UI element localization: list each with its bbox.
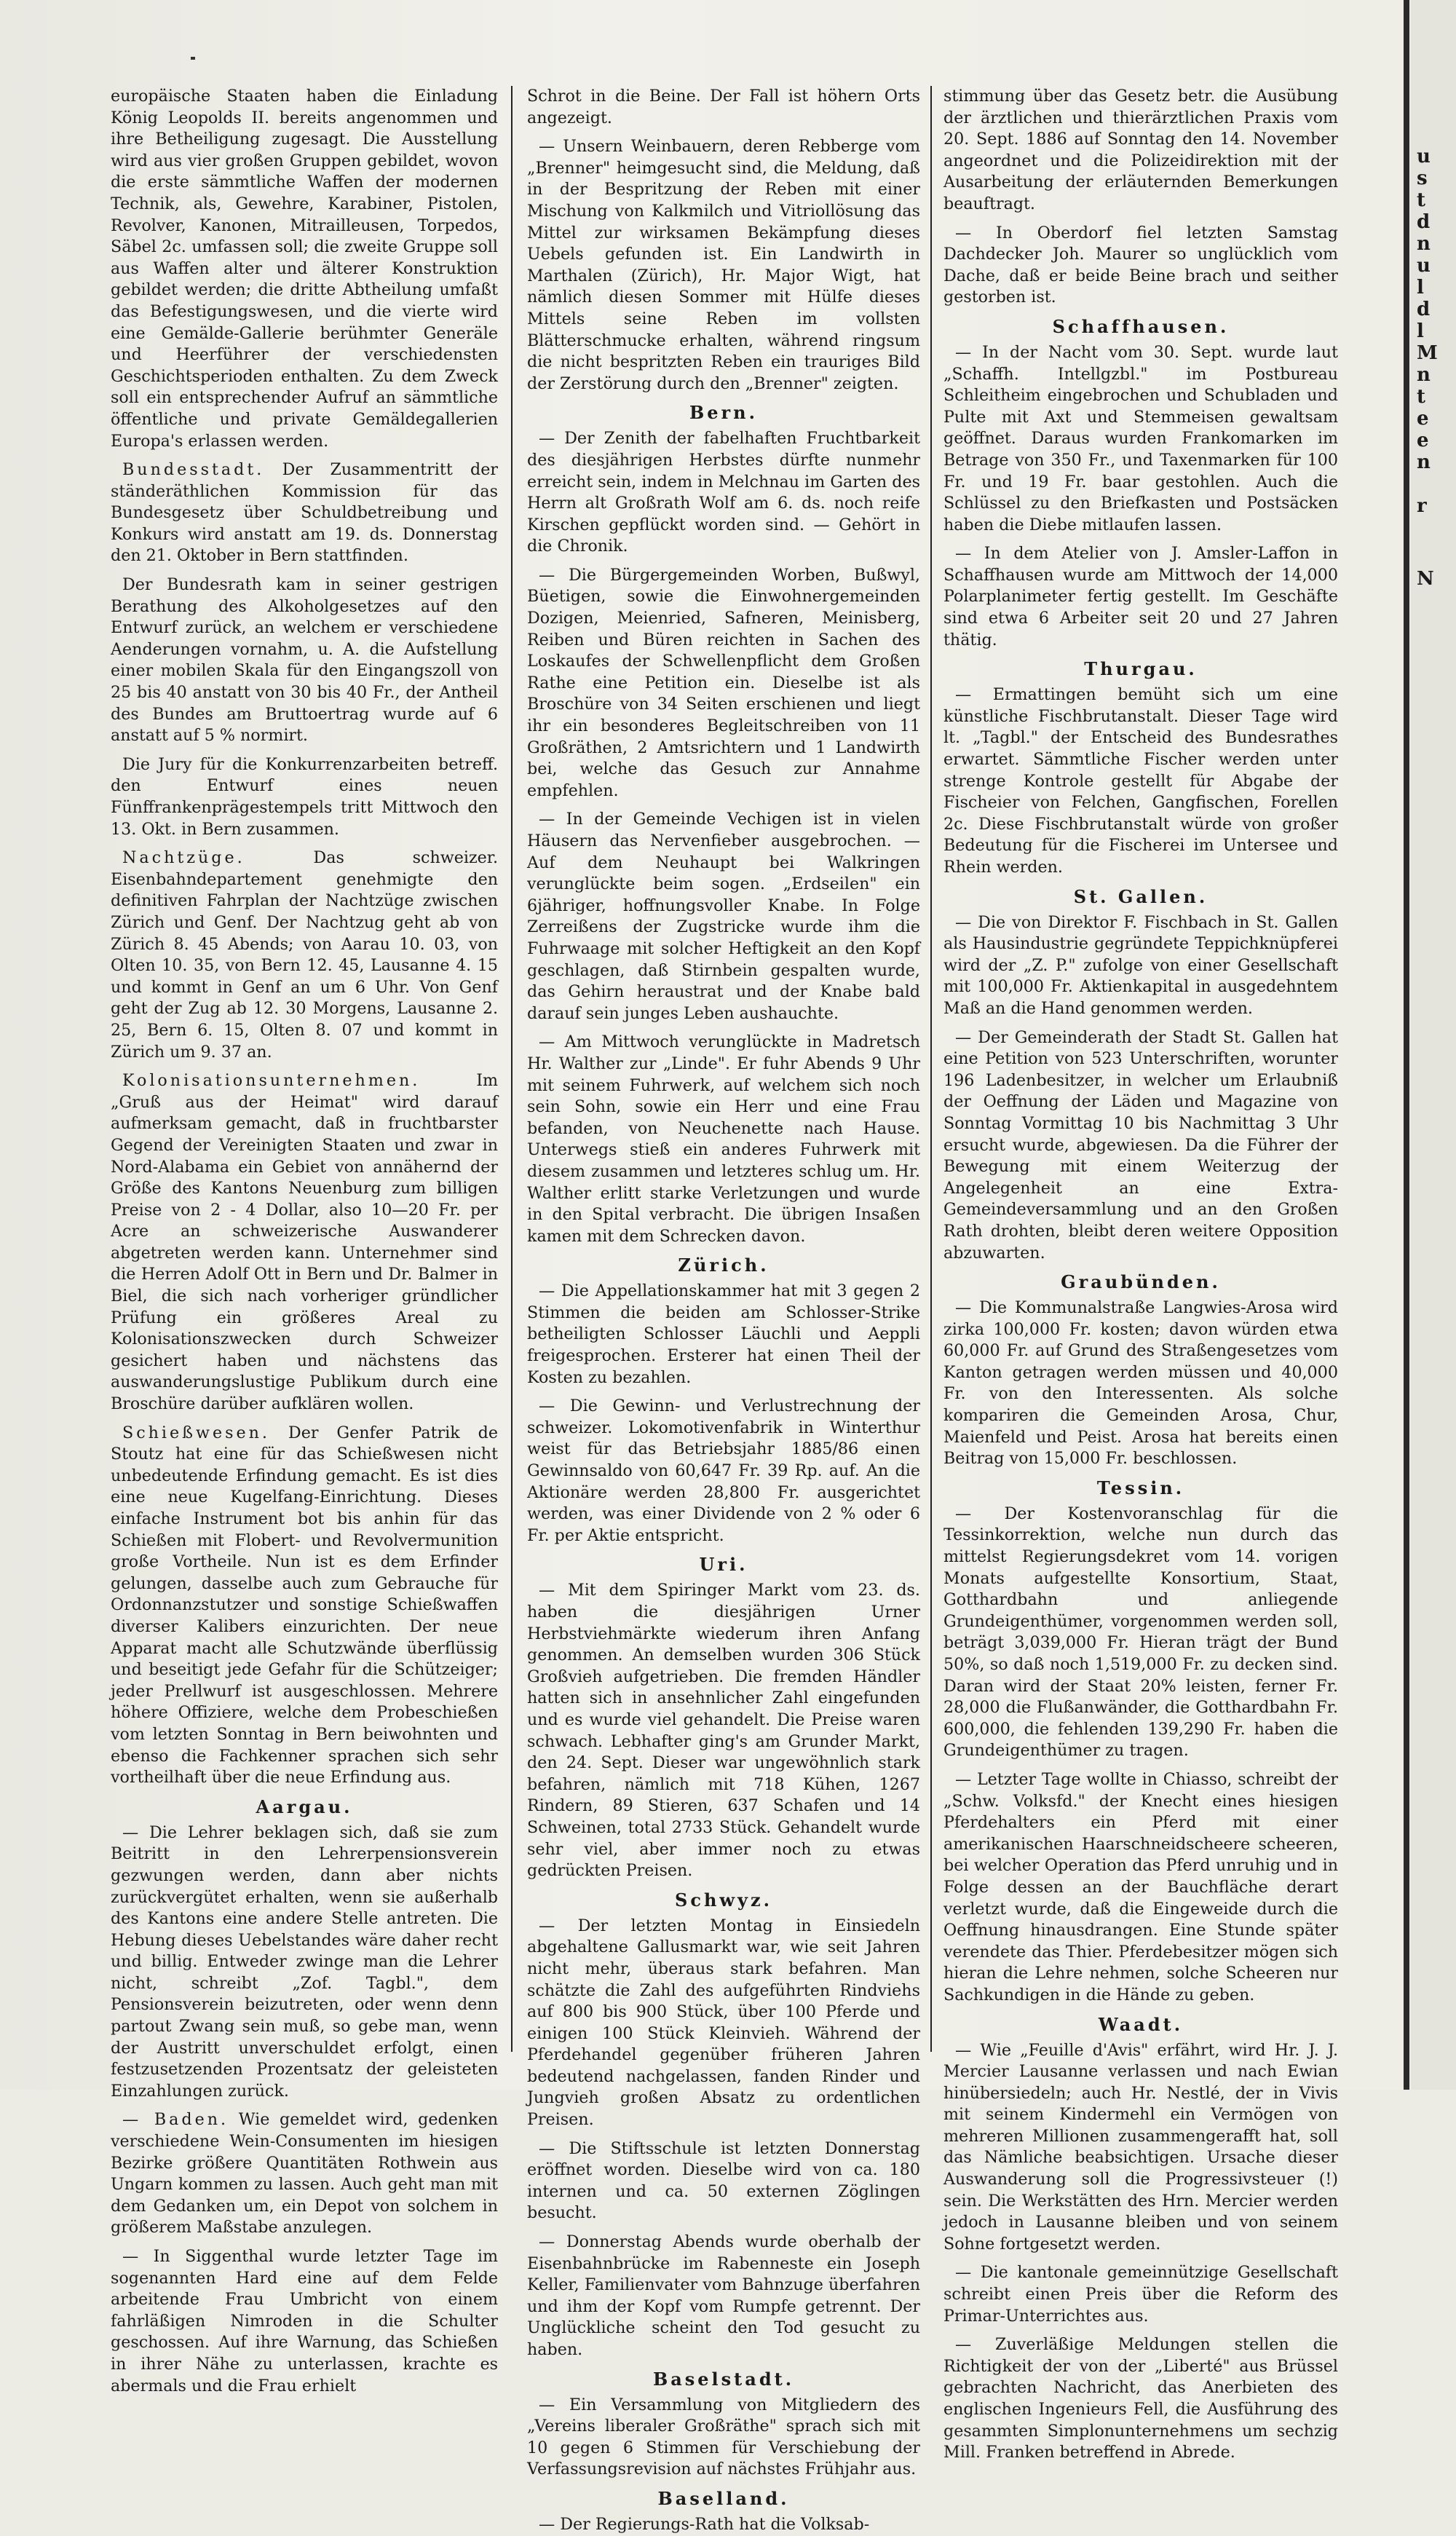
next-page-fragment: t bbox=[1417, 386, 1426, 408]
next-page-fragment: e bbox=[1417, 430, 1429, 451]
article-text: Der Zusammentritt der ständeräthlichen Kommission für das Bundesgesetz über Schuldbetreibung und Konkurs wird anstatt am 19. ds. Donnerstag den 21. Oktober in Bern stattfinden. bbox=[111, 460, 498, 566]
section-heading: Uri. bbox=[699, 1554, 748, 1576]
next-page-fragment: M bbox=[1417, 342, 1438, 364]
column-2 bbox=[527, 86, 920, 2534]
article-paragraph bbox=[527, 1281, 920, 1389]
next-page-edge bbox=[1411, 0, 1456, 2090]
article-text: — Die kantonale gemeinnützige Gesellschaft schreibt einen Preis über die Reform des Primar-Unterrichtes aus. bbox=[943, 2263, 1338, 2326]
article-text: — Am Mittwoch verunglückte in Madretsch Hr. Walther zur „Linde". Er fuhr Abends 9 Uhr mit seinem Fuhrwerk, auf welchem sich noch sein Sohn, sowie ein Herr und eine Frau befanden, von Neuchenette nach Hause. Unterwegs stieß ein anderes Fuhrwerk mit diesem zusammen und letzteres schlug um. Hr. Walther erlitt starke Verletzungen und wurde in den Spital verbracht. Die übrigen Insaßen kamen mit dem Schrecken davon. bbox=[527, 1032, 920, 1246]
article-paragraph bbox=[943, 1504, 1338, 1762]
article-text: — Der Kostenvoranschlag für die Tessinkorrektion, welche nun durch das mittelst Regierungsdekret vom 14. vorigen Monats aufgestellte Konsortium, Staat, Gotthardbahn und anliegende Grundeigenthümer, vorgenommen werden soll, beträgt 3,039,000 Fr. Hieran trägt der Bund 50%, so daß noch 1,519,000 Fr. zu decken sind. Daran wird der Staat 20% leisten, ferner Fr. 28,000 die Flußanwänder, die Gotthardbahn Fr. 600,000, die fehlenden 139,290 Fr. haben die Grundeigenthümer zu tragen. bbox=[943, 1504, 1338, 1761]
section-heading: Aargau. bbox=[256, 1796, 353, 1817]
next-page-fragment: e bbox=[1417, 408, 1429, 430]
article-paragraph bbox=[943, 1769, 1338, 2007]
column-rule-1 bbox=[511, 86, 513, 2052]
article-text: — Die Gewinn- und Verlustrechnung der schweizer. Lokomotivenfabrik in Winterthur weist für das Betriebsjahr 1885/86 einen Gewinnsaldo von 60,647 Fr. 39 Rp. auf. An die Aktionäre werden 28,800 Fr. ausgerichtet werden, was einer Dividende von 2 % oder 6 Fr. per Aktie entspricht. bbox=[527, 1397, 920, 1545]
article-paragraph bbox=[111, 1070, 498, 1415]
article-text: europäische Staaten haben die Einladung König Leopolds II. bereits angenommen und ihre Betheiligung zugesagt. Die Ausstellung wird aus vier großen Gruppen gebildet, wovon die erste sämmtliche Waffen der modernen Technik, als, Gewehre, Karabiner, Pistolen, Revolver, Kanonen, Mitrailleusen, Torpedos, Säbel 2c. umfassen soll; die zweite Gruppe soll aus Waffen alter und älterer Konstruktion gebildet werden; die dritte Abtheilung umfaßt das Befestigungswesen, und die vierte wird eine Gemälde-Gallerie berühmter Generäle und Heerführer der verschiedensten Geschichtsperioden enthalten. Zu dem Zweck soll ein entsprechender Aufruf an sämmtliche öffentliche und private Gemäldegallerien Europa's erlassen werden. bbox=[111, 87, 498, 451]
ink-mark bbox=[191, 57, 195, 60]
section-heading: Schaffhausen. bbox=[1052, 315, 1230, 337]
article-text: — Der letzten Montag in Einsiedeln abgehaltene Gallusmarkt war, wie seit Jahren nicht mehr, überaus stark befahren. Man schätzte die Zahl des aufgeführten Rindviehs auf 800 bis 900 Stück, über 100 Pferde und einigen 100 Stück Kleinvieh. Während der Pferdehandel gegenüber früheren Jahren bedeutend nachgelassen, fanden Rinder und Jungvieh großen Absatz zu ordentlichen Preisen. bbox=[527, 1916, 920, 2130]
column-1 bbox=[111, 86, 498, 2395]
article-paragraph bbox=[943, 2040, 1338, 2256]
article-paragraph bbox=[943, 223, 1338, 309]
article-text: — In der Nacht vom 30. Sept. wurde laut „Schaffh. Intellgzbl." im Postbureau Schleitheim eingebrochen und Schubladen und Pulte mit Axt und Stemmeisen gewaltsam geöffnet. Daraus wurden Frankomarken im Betrage von 350 Fr., und Taxenmarken für 100 Fr. und 19 Fr. baar gestohlen. Auch die Schlüssel zu den Briefkasten und Postsäcken haben die Diebe mitlaufen lassen. bbox=[943, 342, 1338, 534]
article-paragraph bbox=[527, 86, 920, 129]
article-paragraph bbox=[527, 2232, 920, 2361]
next-page-fragment: t bbox=[1417, 189, 1426, 211]
next-page-fragment: n bbox=[1417, 364, 1431, 386]
next-page-fragment: n bbox=[1417, 451, 1431, 473]
section-heading: Graubünden. bbox=[1061, 1271, 1221, 1293]
article-text: — Wie „Feuille d'Avis" erfährt, wird Hr. J. J. Mercier Lausanne verlassen und nach Ewian hinübersiedeln; auch Hr. Nestlé, der in Vivis mit seinem Kindermehl ein Vermögen von mehreren Millionen zusammengerafft hat, soll das Nämliche beabsichtigen. Ursache dieser Auswanderung soll die Progressivsteuer (!) sein. Die Werkstätten des Hrn. Mercier werden jedoch in Lausanne bleiben und von seinem Sohne fortgesetzt werden. bbox=[943, 2040, 1338, 2253]
next-page-fragment: n bbox=[1417, 233, 1431, 255]
article-text: Der Bundesrath kam in seiner gestrigen Berathung des Alkoholgesetzes auf den Entwurf zurück, an welchem er verschiedene Aenderungen vornahm, u. A. die Aufstellung einer mobilen Skala für den Eingangszoll von 25 bis 40 anstatt von 30 bis 40 Fr., der Antheil des Bundes am Bruttoertrag wurde auf 6 anstatt auf 5 % normirt. bbox=[111, 575, 498, 746]
article-text: — Der Gemeinderath der Stadt St. Gallen hat eine Petition von 523 Unterschriften, worunter 196 Ladenbesitzer, in welcher um Erlaubniß der Oeffnung der Läden und Magazine von Sonntag Vormittag 10 bis Nachmittag 3 Uhr ersucht wurde, abgewiesen. Da die Führer der Bewegung mit einem Weiterzug der Angelegenheit an eine Extra-Gemeindeversammlung und an den Großen Rath drohten, bleibt deren weitere Opposition abzuwarten. bbox=[943, 1027, 1338, 1263]
article-lead: Nachtzüge. bbox=[122, 848, 245, 868]
article-paragraph bbox=[527, 1032, 920, 1247]
column-rule-2 bbox=[930, 86, 932, 2052]
section-heading: Bern. bbox=[689, 402, 758, 424]
article-paragraph bbox=[111, 2246, 498, 2397]
article-lead: Schießwesen. bbox=[122, 1423, 270, 1442]
next-page-fragment: u bbox=[1417, 255, 1431, 277]
article-text: Das schweizer. Eisenbahndepartement genehmigte den definitiven Fahrplan der Nachtzüge zwischen Zürich und Genf. Der Nachtzug geht ab von Zürich 8. 45 Abends; von Aarau 10. 03, von Olten 10. 35, von Bern 12. 45, Lausanne 4. 15 und kommt in Genf an um 6 Uhr. Von Genf geht der Zug ab 12. 30 Morgens, Lausanne 2. 25, Bern 6. 15, Olten 8. 07 und kommt in Zürich um 9. 37 an. bbox=[111, 848, 498, 1062]
next-page-fragment: s bbox=[1417, 167, 1428, 189]
article-text: Im „Gruß aus der Heimat" wird darauf aufmerksam gemacht, daß in fruchtbarster Gegend der Vereinigten Staaten und zwar in Nord-Alabama ein Gebiet von annähernd der Größe des Kantons Neuenburg zum billigen Preise von 2 - 4 Dollar, also 10—20 Fr. per Acre an schweizerische Auswanderer abgetreten werden kann. Unternehmer sind die Herren Adolf Ott in Bern und Dr. Balmer in Biel, die sich nach vorheriger gründlicher Prüfung ein größeres Areal zu Kolonisationszwecken durch Schweizer gesichert haben und nächstens das auswanderungslustige Publikum durch eine Broschüre darüber aufklären wollen. bbox=[111, 1071, 498, 1414]
article-text: — In Oberdorf fiel letzten Samstag Dachdecker Joh. Maurer so unglücklich vom Dache, daß er beide Beine brach und seither gestorben ist. bbox=[943, 223, 1338, 307]
section-heading: Tessin. bbox=[1096, 1477, 1185, 1498]
article-paragraph bbox=[527, 1396, 920, 1547]
article-text: — Die Lehrer beklagen sich, daß sie zum Beitritt in den Lehrerpensionsverein gezwungen werden, dann aber nichts zurückvergütet erhalten, wenn sie außerhalb des Kantons eine andere Stelle antreten. Die Hebung dieses Uebelstandes wäre daher recht und billig. Entweder zwinge man die Lehrer nicht, schreibt „Zof. Tagbl.", dem Pensionsverein beizutreten, oder wenn denn partout Zwang sein muß, so gebe man, wenn der Austritt unverschuldet erfolgt, einen festzusetzenden Prozentsatz der geleisteten Einzahlungen zurück. bbox=[111, 1822, 498, 2101]
article-lead: Kolonisationsunternehmen. bbox=[122, 1071, 421, 1091]
article-text: — Die Stiftsschule ist letzten Donnerstag eröffnet worden. Dieselbe wird von ca. 180 internen und ca. 50 externen Zöglingen besucht. bbox=[527, 2138, 920, 2223]
article-paragraph bbox=[111, 1423, 498, 1789]
article-paragraph bbox=[111, 848, 498, 1063]
article-paragraph bbox=[943, 2334, 1338, 2464]
article-text: — Die Bürgergemeinden Worben, Bußwyl, Büetigen, sowie die Einwohnergemeinden Dozigen, Meienried, Safneren, Meinisberg, Reiben und Büren reichten in Sachen des Loskaufes der Schwellenpflicht dem Großen Rathe eine Petition ein. Dieselbe ist als Broschüre von 34 Seiten erschienen und liegt ihr ein besonderes Begleitschreiben von 11 Großräthen, 2 Amtsrichtern und 1 Landwirth bei, welche das Gesuch zur Annahme empfehlen. bbox=[527, 565, 920, 800]
article-paragraph bbox=[943, 86, 1338, 216]
article-paragraph bbox=[527, 2138, 920, 2224]
next-page-fragment: l bbox=[1417, 320, 1424, 342]
article-text: — Ermattingen bemüht sich um eine künstliche Fischbrutanstalt. Dieser Tage wird lt. „Tagbl." der Entscheid des Bundesrathes erwartet. Sämmtliche Fischer werden unter strenge Kontrole gestellt für Abgabe der Fischeier von Felchen, Gangfischen, Forellen 2c. Diese Fischbrutanstalt würde von großer Bedeutung für die Fischerei im Untersee und Rhein werden. bbox=[943, 685, 1338, 877]
article-paragraph bbox=[527, 565, 920, 802]
article-paragraph bbox=[111, 2109, 498, 2239]
article-paragraph bbox=[527, 809, 920, 1024]
article-text: Der Genfer Patrik de Stoutz hat eine für das Schießwesen nicht unbedeutende Erfindung gemacht. Es ist dies eine neue Kugelfang-Einrichtung. Dieses einfache Instrument bot bis anhin für das Schießen mit Flobert- und Revolvermunition große Vortheile. Nun ist es dem Erfinder gelungen, dasselbe auch zum Gebrauche für Ordonnanzstutzer und sonstige Schießwaffen diverser Kalibers einzurichten. Der neue Apparat macht alle Schutzwände überflüssig und beseitigt jede Gefahr für die Schützeiger; jeder Prellwurf ist ausgeschlossen. Mehrere höhere Offiziere, welche dem Probeschießen vom letzten Sonntag in Bern beiwohnten und ebenso die Fachkenner sprachen sich sehr vortheilhaft über die neue Erfindung aus. bbox=[111, 1423, 498, 1788]
section-heading: Schwyz. bbox=[675, 1889, 772, 1911]
article-text: — Donnerstag Abends wurde oberhalb der Eisenbahnbrücke im Rabenneste ein Joseph Keller, Familienvater vom Bahnzuge überfahren und ihm der Kopf vom Rumpfe getrennt. Der Unglückliche scheint den Tod gesucht zu haben. bbox=[527, 2232, 920, 2359]
next-page-fragment: N bbox=[1417, 568, 1434, 590]
article-paragraph bbox=[111, 574, 498, 747]
section-heading: Baselland. bbox=[657, 2487, 790, 2509]
article-text: stimmung über das Gesetz betr. die Ausübung der ärztlichen und thierärztlichen Praxis vom 20. Sept. 1886 auf Sonntag den 14. November angeordnet und die Polizeidirektion mit der Ausarbeitung der erläuternden Bemerkungen beauftragt. bbox=[943, 87, 1338, 213]
article-lead: Bundesstadt. bbox=[122, 460, 265, 480]
article-paragraph bbox=[943, 2262, 1338, 2327]
article-paragraph bbox=[943, 543, 1338, 651]
article-text: — In der Gemeinde Vechigen ist in vielen Häusern das Nervenfieber ausgebrochen. — Auf dem Neuhaupt bei Walkringen verunglückte beim sogen. „Erdseilen" ein 6jähriger, hoffnungsvoller Knabe. In Folge Zerreißens der Zugstricke wurde ihm die Fuhrwaage mit solcher Heftigkeit an den Kopf geschlagen, daß Stirnbein gespalten wurde, das Gehirn heraustrat und der Knabe bald darauf sein junges Leben aushauchte. bbox=[527, 810, 920, 1023]
section-heading: Zürich. bbox=[678, 1255, 769, 1276]
article-text: — In Siggenthal wurde letzter Tage im sogenannten Hard eine auf dem Felde arbeitende Frau Umbricht von einem fahrläßigen Nimroden in die Schulter geschossen. Auf ihre Warnung, das Schießen in ihrer Nähe zu unterlassen, krachte es abermals und die Frau erhielt bbox=[111, 2247, 498, 2395]
article-paragraph bbox=[527, 1916, 920, 2131]
section-heading: Thurgau. bbox=[1084, 658, 1198, 680]
article-text: — Die Appellationskammer hat mit 3 gegen 2 Stimmen die beiden am Schlosser-Strike betheiligten Schlosser Läuchli und Aeppli freigesprochen. Ersterer hat einen Theil der Kosten zu bezahlen. bbox=[527, 1281, 920, 1387]
article-paragraph bbox=[111, 459, 498, 567]
page-gutter bbox=[1404, 0, 1409, 2090]
article-text: — Unsern Weinbauern, deren Rebberge vom „Brenner" heimgesucht sind, die Meldung, daß in der Bespritzung der Reben mit einer Mischung von Kalkmilch und Vitriollösung das Mittel zur wirksamen Bekämpfung dieses Uebels gefunden ist. Ein Landwirth in Marthalen (Zürich), Hr. Major Wigt, hat nämlich diesen Sommer mit Hülfe dieses Mittels seine Reben im vollsten Blätterschmucke erhalten, während ringsum die nicht bespritzten Reben ein trauriges Bild der Zerstörung durch den „Brenner" zeigten. bbox=[527, 137, 920, 393]
article-paragraph bbox=[943, 1297, 1338, 1470]
article-paragraph bbox=[943, 1027, 1338, 1265]
section-heading: St. Gallen. bbox=[1073, 885, 1208, 907]
article-paragraph bbox=[943, 684, 1338, 878]
article-text: — Die Kommunalstraße Langwies-Arosa wird zirka 100,000 Fr. kosten; davon würden etwa 60,000 Fr. auf Grund des Straßengesetzes vom Kanton getragen werden müssen und 40,000 Fr. von den Interessenten. Als solche kompariren die Gemeinden Arosa, Chur, Maienfeld und Peist. Arosa hat bereits einen Beitrag von 15,000 Fr. beschlossen. bbox=[943, 1298, 1338, 1469]
article-text: Die Jury für die Konkurrenzarbeiten betreff. den Entwurf eines neuen Fünffrankenprägestempels tritt Mittwoch den 13. Okt. in Bern zusammen. bbox=[111, 754, 498, 839]
article-text: — Der Zenith der fabelhaften Fruchtbarkeit des diesjährigen Herbstes dürfte nunmehr erreicht sein, indem in Melchnau im Garten des Herrn alt Großrath Wolf am 6. ds. noch reife Kirschen gepflückt worden sind. — Gehört in die Chronik. bbox=[527, 429, 920, 556]
article-paragraph bbox=[527, 2395, 920, 2481]
article-text: — Ein Versammlung von Mitgliedern des „Vereins liberaler Großräthe" sprach sich mit 10 gegen 6 Stimmen für Verschiebung der Verfassungsrevision auf nächstes Frühjahr aus. bbox=[527, 2395, 920, 2479]
article-text: — Der Regierungs-Rath hat die Volksab- bbox=[539, 2514, 870, 2534]
next-page-fragment: r bbox=[1417, 495, 1427, 517]
article-paragraph bbox=[111, 754, 498, 840]
next-page-fragment: u bbox=[1417, 146, 1431, 167]
article-paragraph bbox=[527, 1580, 920, 1881]
article-text: Wie gemeldet wird, gedenken verschiedene Wein-Consumenten im hiesigen Bezirke größere Quantitäten Rothwein aus Ungarn kommen zu lassen. Auch geht man mit dem Gedanken um, ein Depot von solchem in größerem Maßstabe anzulegen. bbox=[111, 2110, 498, 2237]
next-page-fragment: d bbox=[1417, 211, 1431, 233]
article-paragraph bbox=[943, 342, 1338, 536]
section-heading: Waadt. bbox=[1098, 2013, 1184, 2035]
article-paragraph bbox=[111, 86, 498, 452]
next-page-fragment: d bbox=[1417, 299, 1431, 320]
article-text: Schrot in die Beine. Der Fall ist höhern Orts angezeigt. bbox=[527, 87, 920, 127]
article-text: — In dem Atelier von J. Amsler-Laffon in Schaffhausen wurde am Mittwoch der 14,000 Polarplanimeter fertig gestellt. Im Geschäfte sind etwa 6 Arbeiter seit 20 und 27 Jahren thätig. bbox=[943, 544, 1338, 649]
article-paragraph bbox=[111, 1822, 498, 2103]
article-text: — Mit dem Spiringer Markt vom 23. ds. haben die diesjährigen Urner Herbstviehmärkte wiederum ihren Anfang genommen. An demselben wurden 306 Stück Großvieh aufgetrieben. Die fremden Händler hatten sich in ansehnlicher Zahl eingefunden und es wurde viel gehandelt. Die Preise waren schwach. Lebhafter ging's am Grunder Markt, den 24. Sept. Dieser war ungewöhnlich stark befahren, nämlich mit 718 Kühen, 1267 Rindern, 89 Stieren, 637 Schafen und 14 Schweinen, total 2733 Stück. Gehandelt wurde sehr viel, aber immer noch zu etwas gedrückten Preisen. bbox=[527, 1581, 920, 1881]
article-paragraph bbox=[943, 912, 1338, 1020]
section-heading: Baselstadt. bbox=[652, 2368, 795, 2390]
article-lead: — Baden. bbox=[122, 2110, 229, 2130]
column-3 bbox=[943, 86, 1338, 2462]
article-paragraph bbox=[527, 428, 920, 558]
article-text: — Zuverläßige Meldungen stellen die Richtigkeit der von der „Liberté" aus Brüssel gebrachten Nachricht, das Anerbieten des englischen Ingenieurs Fell, die Ausführung des gesammten Simplonunternehmens um sechzig Mill. Franken betreffend in Abrede. bbox=[943, 2335, 1338, 2462]
article-text: — Die von Direktor F. Fischbach in St. Gallen als Hausindustrie gegründete Teppichknüpferei wird der „Z. P." zufolge von einer Gesellschaft mit 100,000 Fr. Aktienkapital in ausgedehntem Maß an die Hand genommen werden. bbox=[943, 912, 1338, 1018]
article-paragraph bbox=[527, 2514, 920, 2536]
article-paragraph bbox=[527, 136, 920, 395]
article-text: — Letzter Tage wollte in Chiasso, schreibt der „Schw. Volksfd." der Knecht eines hiesigen Pferdehalters ein Pferd mit einer amerikanischen Haarschneidscheere scheeren, bei welcher Operation das Pferd unruhig und in Folge dessen an der Bauchfläche derart verletzt wurde, daß die Eingeweide durch die Oeffnung hinausdrangen. Eine Stunde später verendete das Thier. Pferdebesitzer mögen sich hieran die Lehre nehmen, solche Scheeren nur Sachkundigen in die Hände zu geben. bbox=[943, 1769, 1338, 2004]
next-page-fragment: l bbox=[1417, 277, 1424, 299]
